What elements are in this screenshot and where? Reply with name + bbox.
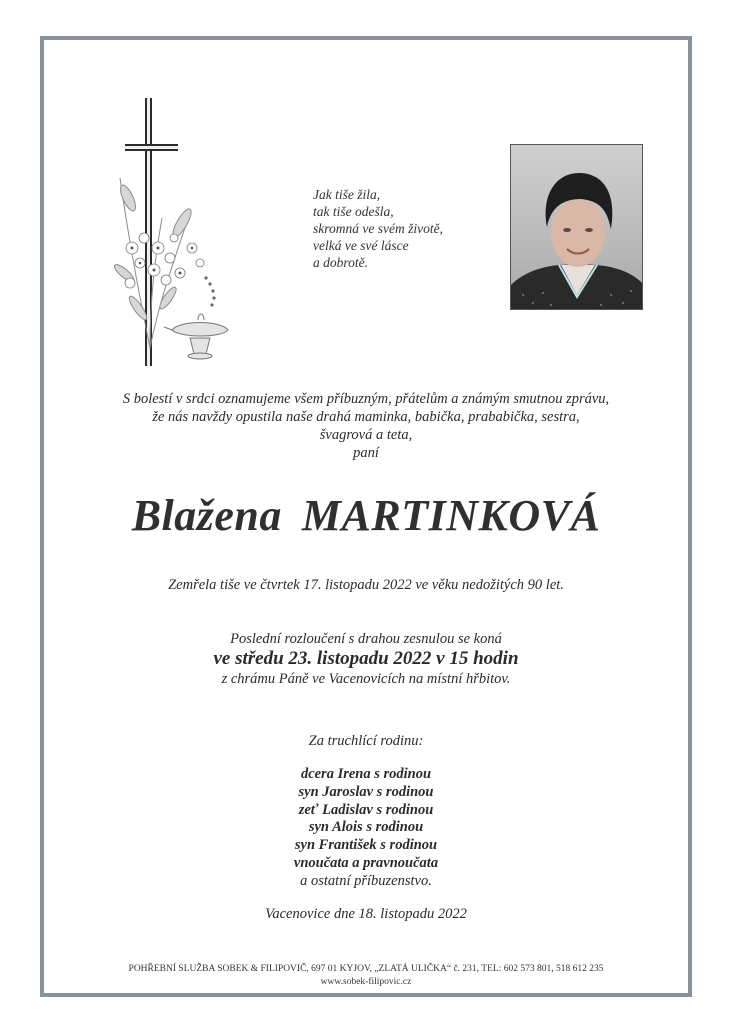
poem [313,186,493,271]
announcement-line: paní [353,445,379,461]
mourners-list [44,766,688,891]
place-date: Vacenovice dne 18. listopadu 2022 [265,906,467,922]
portrait-person-icon [511,145,643,310]
announcement-line: švagrová a teta, [319,427,413,443]
funeral-date-time: ve středu 23. listopadu 2022 v 15 hodin [213,648,519,669]
funeral-service-contact: POHŘEBNÍ SLUŽBA SOBEK & FILIPOVIČ, 697 01 KYJOV, „ZLATÁ ULIČKA“ č. 231, TEL: 602 573 801, 518 612 235 [128,964,604,974]
mourner-item: syn Alois s rodinou [308,819,424,836]
mourner-item: a ostatní příbuzenstvo. [300,872,432,889]
poem-line: Jak tiše žila, [313,187,381,202]
mourner-item: zeť Ladislav s rodinou [298,801,434,818]
funeral-intro: Poslední rozloučení s drahou zesnulou se koná [230,631,502,647]
mourner-item: syn Jaroslav s rodinou [298,783,434,800]
death-notice: Zemřela tiše ve čtvrtek 17. listopadu 2022 ve věku nedožitých 90 let. [168,577,564,593]
announcement-line: S bolestí v srdci oznamujeme všem příbuzným, přátelům a známým smutnou zprávu, [122,391,610,407]
mourner-item: syn František s rodinou [294,837,438,854]
website-url: www.sobek-filipovic.cz [320,977,412,987]
last-name: MARTINKOVÁ [301,491,601,540]
announcement-text [44,390,688,462]
footer [44,963,688,989]
mourner-item: dcera Irena s rodinou [300,766,432,782]
poem-line: skromná ve svém životě, [313,221,443,236]
first-name: Blažena [131,491,282,540]
poem-line: velká ve své lásce [313,238,409,253]
portrait-photo [510,144,643,310]
mourner-item: vnoučata a pravnoučata [293,854,439,871]
poem-line: tak tiše odešla, [313,204,394,219]
announcement-line: že nás navždy opustila naše drahá maminka, babička, prababička, sestra, [152,409,580,425]
deceased-name [44,490,688,541]
cross-flowers-lamp-icon [110,98,240,370]
funeral-info [44,630,688,688]
poem-line: a dobrotě. [313,255,368,270]
funeral-location: z chrámu Páně ve Vacenovicích na místní hřbitov. [221,671,511,687]
mourners-title: Za truchlící rodinu: [308,733,424,749]
